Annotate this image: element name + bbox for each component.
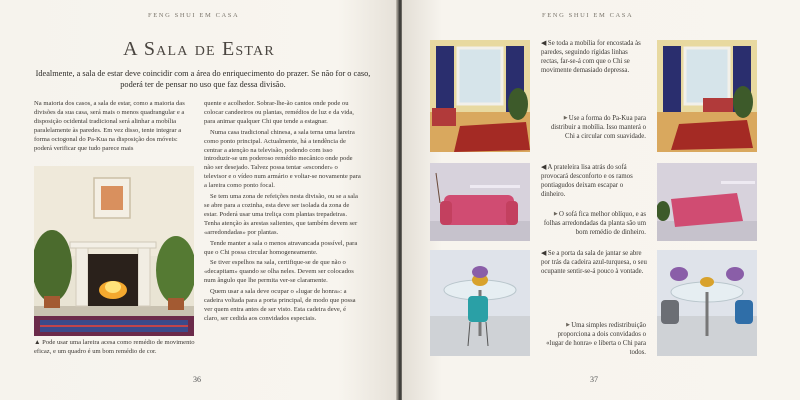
sofa-photo-angled [657,163,757,241]
photo-caption-text: O sofá fica melhor oblíquo, e as folhas arredondadas da planta são um bom remédio de dinheiro. [543,211,646,236]
page-number: 36 [193,375,201,384]
body-column-left [34,100,191,155]
photo-caption: ▲ Pode usar uma lareira acesa como remédio de movimento eficaz, e um quadro é um bom remédio de cor. [34,339,195,355]
photo-caption [541,322,646,358]
body-paragraph: Numa casa tradicional chinesa, a sala terna uma lareira como ponto principal. Actualmente, há a tendência de centrar a atenção na televisão, podendo com isso introduzir-se um poderoso remédio mecânico onde pode não ser desejado. Talvez possa tentar «esconder» o televisor e o vídeo num armário e voltar-se novamente para a lareira como ponto focal. [204,128,361,190]
dining-photo-redistributed [657,250,757,356]
body-paragraph: Na maioria dos casos, a sala de estar, como a maioria das divisões da sua casa, será mais o menos quadrangular e a disposição ocidental tradicional será alinhar a mobília paralelamente às paredes. Em vez disso, tente integrar a forma octogonal do Pa-Kua na disposição dos móveis: poderá verificar que tudo parece mais [34,100,185,152]
photo-caption [541,211,646,238]
triangle-right-icon: ▶ [566,323,572,328]
body-paragraph: Se tem uma zona de refeições nesta divisão, ou se a sala se abre para a cozinha, esta deve ser isolada da zona de estar. Poderá usar uma treliça com plantas trepadeiras. Tenha atenção às arestas salientes, que também devem ser «arredondadas» por plantas. [204,193,358,236]
body-column-right [204,100,362,326]
triangle-right-icon: ▶ [553,212,559,217]
triangle-right-icon: ▶ [563,116,569,121]
photo-caption-text: Use a forma do Pa-Kua para distribuir a mobília. Isso manterá o Chi a circular com suavidade. [550,115,646,140]
body-paragraph: quente e acolhedor. Sobrar-lhe-ão cantos onde pode ou colocar candeeiros ou plantas, remédios de luz e da vida, para animar qualquer Chi que tende a estagnar. [204,100,354,125]
photo-caption: ◀ Se a porta da sala de jantar se abre por trás da cadeira azul-turquesa, o seu ocupante sentir-se-á pouco à vontade. [541,250,647,275]
photo-caption: ◀ A prateleira lisa atrás do sofá provocará desconforto e os ramos pontiagudos deixam escapar o dinheiro. [541,164,633,198]
fireplace-photo [34,166,194,336]
body-paragraph: Quem usar a sala deve ocupar o «lugar de honra»: a cadeira voltada para a porta principal, de modo que possa ver quem entra antes de ser visto. Esta cadeira deve, é claro, ser cedida aos convidados especiais. [204,288,356,322]
photo-caption-text: Uma simples redistribuição proporciona a dois convidados o «lugar de honra» e liberta o Chi para todos. [546,322,646,356]
photo-caption [541,115,646,142]
left-page [0,0,398,400]
intro-paragraph: Idealmente, a sala de estar deve coincidir com a área do enriquecimento do prazer. Se não for o caso, poderá ter de pensar no uso que faz dessa divisão. [35,69,371,89]
running-head: FENG SHUI EM CASA [148,12,240,19]
photo-caption: ◀ Se toda a mobília for encostada às paredes, seguindo rígidas linhas rectas, far-se-á com que o Chi se movimente demasiado depressa. [541,40,641,74]
living-room-photo-walls [430,40,530,152]
page-title: A Sala de Estar [123,38,275,60]
body-paragraph: Se tiver espelhos na sala, certifique-se de que não o «decapitam» quando se olha neles. Devem ser colocados num ângulo que lhe permita ver-se claramente. [204,259,354,285]
dining-photo-turquoise-chair [430,250,530,356]
body-paragraph: Tende manter a sala o menos atravancada possível, para que o Chi possa circular homogeneamente. [204,239,358,256]
living-room-photo-pakua [657,40,757,152]
running-head: FENG SHUI EM CASA [542,12,634,19]
page-number: 37 [590,375,598,384]
sofa-photo-shelf [430,163,530,241]
